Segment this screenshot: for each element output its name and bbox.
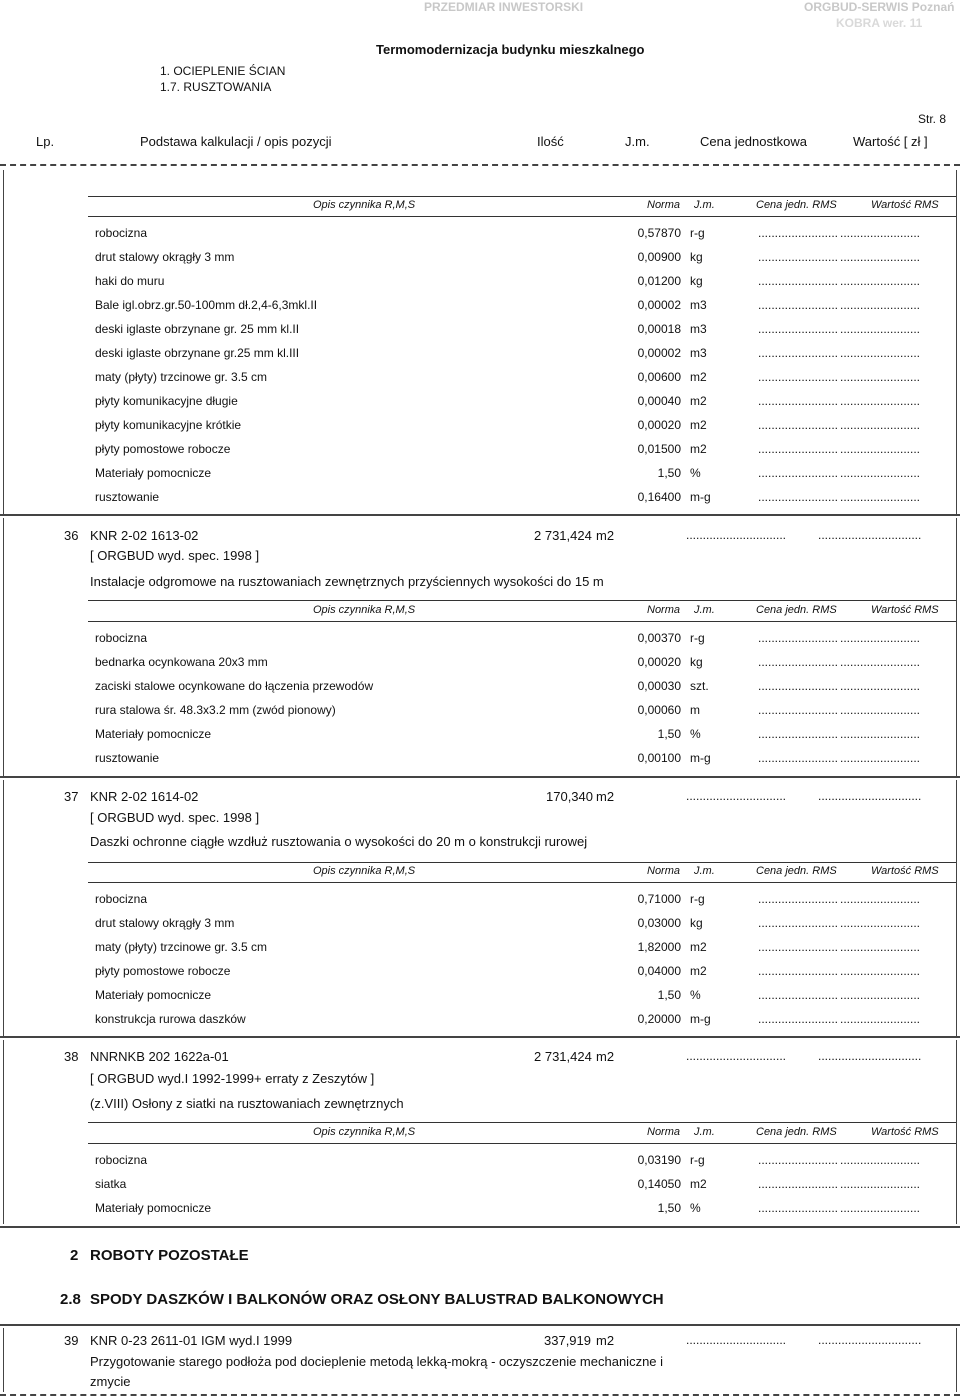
rms-row-name: robocizna xyxy=(95,1153,148,1167)
rms-row-norm: 0,00002 xyxy=(637,346,681,360)
position-description-line-2: zmycie xyxy=(90,1374,131,1389)
column-unit: J.m. xyxy=(625,134,650,149)
rms-row-norm: 0,00020 xyxy=(637,655,681,669)
rms-header-bottom-line xyxy=(88,882,956,883)
block-border-left xyxy=(3,1040,4,1224)
rms-row-norm: 1,50 xyxy=(657,466,681,480)
rms-row-price: ........................ xyxy=(758,490,839,504)
position-code: KNR 2-02 1614-02 xyxy=(90,789,199,804)
rms-header-value: Wartość RMS xyxy=(871,604,939,616)
rms-row-name: drut stalowy okrągły 3 mm xyxy=(95,250,235,264)
rms-row-price: ........................ xyxy=(758,655,839,669)
rms-row-value: ........................ xyxy=(840,1177,921,1191)
rms-row-unit: m3 xyxy=(690,298,707,312)
rms-header-top-line xyxy=(88,196,956,197)
rms-header-bottom-line xyxy=(88,216,956,217)
rms-row-unit: m3 xyxy=(690,322,707,336)
rms-row-value: ........................ xyxy=(840,655,921,669)
rms-row-name: deski iglaste obrzynane gr.25 mm kl.III xyxy=(95,346,300,360)
rms-row-value: ........................ xyxy=(840,322,921,336)
rms-row-norm: 0,00020 xyxy=(637,418,681,432)
position-unit: m2 xyxy=(596,1049,615,1064)
rms-row-norm: 0,03190 xyxy=(637,1153,681,1167)
rms-row-value: ........................ xyxy=(840,916,921,930)
rms-row-price: ........................ xyxy=(758,298,839,312)
block-border-left xyxy=(3,780,4,1036)
rms-row-name: maty (płyty) trzcinowe gr. 3.5 cm xyxy=(95,940,268,954)
rms-header-unit: J.m. xyxy=(694,865,715,877)
rms-row-name: robocizna xyxy=(95,226,148,240)
rms-header-desc: Opis czynnika R,M,S xyxy=(313,865,416,877)
rms-row-name: płyty komunikacyjne krótkie xyxy=(95,418,242,432)
rms-row-value: ........................ xyxy=(840,1201,921,1215)
rms-row-unit: m2 xyxy=(690,418,707,432)
block-border-left xyxy=(3,170,4,514)
position-value: ............................... xyxy=(818,1333,922,1347)
rms-row-value: ........................ xyxy=(840,1012,921,1026)
rms-row-value: ........................ xyxy=(840,394,921,408)
project-title: Termomodernizacja budynku mieszkalnego xyxy=(376,42,645,57)
position-quantity: 2 731,424 xyxy=(534,528,592,543)
rms-row-value: ........................ xyxy=(840,226,921,240)
position-description: Instalacje odgromowe na rusztowaniach zewnętrznych przyściennych wysokości do 15 m xyxy=(90,574,604,589)
rms-row-value: ........................ xyxy=(840,631,921,645)
position-unit-price: .............................. xyxy=(686,1049,787,1063)
rms-row-norm: 0,00370 xyxy=(637,631,681,645)
rms-row-norm: 0,01500 xyxy=(637,442,681,456)
company-name: ORGBUD-SERWIS Poznań xyxy=(804,0,955,14)
rms-header-top-line xyxy=(88,1122,956,1123)
rms-row-norm: 0,01200 xyxy=(637,274,681,288)
rms-row-value: ........................ xyxy=(840,892,921,906)
rms-row-value: ........................ xyxy=(840,274,921,288)
rms-row-norm: 0,57870 xyxy=(637,226,681,240)
rms-row-unit: kg xyxy=(690,274,703,288)
block-border-right xyxy=(956,170,957,514)
position-quantity: 170,340 xyxy=(546,789,593,804)
rms-row-name: bednarka ocynkowana 20x3 mm xyxy=(95,655,268,669)
rms-row-name: rusztowanie xyxy=(95,490,160,504)
column-quantity: Ilość xyxy=(537,134,564,149)
column-unit-price: Cena jednostkowa xyxy=(700,134,807,149)
rms-row-unit: m3 xyxy=(690,346,707,360)
rms-header-top-line xyxy=(88,862,956,863)
rms-row-unit: r-g xyxy=(690,1153,705,1167)
block-border-right xyxy=(956,780,957,1036)
rms-row-price: ........................ xyxy=(758,727,839,741)
rms-row-name: płyty pomostowe robocze xyxy=(95,442,231,456)
rms-row-price: ........................ xyxy=(758,466,839,480)
rms-row-name: Materiały pomocnicze xyxy=(95,988,212,1002)
column-value: Wartość [ zł ] xyxy=(853,134,928,149)
block-border-right xyxy=(956,518,957,776)
position-number: 38 xyxy=(64,1049,79,1064)
rms-row-value: ........................ xyxy=(840,940,921,954)
position-source: [ ORGBUD wyd.I 1992-1999+ erraty z Zeszytów ] xyxy=(90,1071,375,1086)
rms-row-price: ........................ xyxy=(758,442,839,456)
block-border-left xyxy=(3,518,4,776)
position-unit-price: .............................. xyxy=(686,1333,787,1347)
rms-row-unit: m-g xyxy=(690,751,711,765)
rms-header-bottom-line xyxy=(88,621,956,622)
position-number: 39 xyxy=(64,1333,79,1348)
block-divider xyxy=(0,1324,960,1326)
rms-row-name: robocizna xyxy=(95,892,148,906)
rms-row-name: Materiały pomocnicze xyxy=(95,1201,212,1215)
position-number: 37 xyxy=(64,789,79,804)
rms-row-price: ........................ xyxy=(758,250,839,264)
rms-row-price: ........................ xyxy=(758,940,839,954)
rms-row-unit: % xyxy=(690,466,701,480)
block-border-right xyxy=(956,1040,957,1224)
rms-row-value: ........................ xyxy=(840,1153,921,1167)
position-code: KNR 0-23 2611-01 IGM wyd.I 1999 xyxy=(90,1333,293,1348)
rms-row-unit: % xyxy=(690,988,701,1002)
rms-header-desc: Opis czynnika R,M,S xyxy=(313,1126,416,1138)
rms-row-name: zaciski stalowe ocynkowane do łączenia przewodów xyxy=(95,679,374,693)
position-quantity: 2 731,424 xyxy=(534,1049,592,1064)
rms-row-price: ........................ xyxy=(758,679,839,693)
position-value: ............................... xyxy=(818,789,922,803)
rms-row-name: siatka xyxy=(95,1177,127,1191)
position-unit: m2 xyxy=(596,789,615,804)
block-divider xyxy=(0,776,960,778)
rms-header-top-line xyxy=(88,600,956,601)
rms-header-unit: J.m. xyxy=(694,1126,715,1138)
rms-row-unit: m2 xyxy=(690,1177,707,1191)
rms-row-price: ........................ xyxy=(758,964,839,978)
rms-row-name: płyty komunikacyjne długie xyxy=(95,394,238,408)
rms-row-norm: 1,50 xyxy=(657,988,681,1002)
rms-row-price: ........................ xyxy=(758,1153,839,1167)
header-divider xyxy=(0,164,960,166)
rms-header-desc: Opis czynnika R,M,S xyxy=(313,604,416,616)
column-lp: Lp. xyxy=(36,134,55,149)
rms-row-norm: 0,00100 xyxy=(637,751,681,765)
rms-row-name: Bale igl.obrz.gr.50-100mm dł.2,4-6,3mkl.II xyxy=(95,298,318,312)
rms-row-norm: 1,50 xyxy=(657,727,681,741)
section-title: ROBOTY POZOSTAŁE xyxy=(90,1247,249,1264)
rms-row-unit: % xyxy=(690,1201,701,1215)
rms-row-value: ........................ xyxy=(840,418,921,432)
rms-header-price: Cena jedn. RMS xyxy=(756,1126,837,1138)
rms-row-name: Materiały pomocnicze xyxy=(95,727,212,741)
section-number: 2 xyxy=(70,1247,79,1264)
rms-row-name: deski iglaste obrzynane gr. 25 mm kl.II xyxy=(95,322,300,336)
position-description: (z.VIII) Osłony z siatki na rusztowaniach zewnętrznych xyxy=(90,1096,404,1111)
position-unit: m2 xyxy=(596,528,615,543)
breadcrumb-subchapter: 1.7. RUSZTOWANIA xyxy=(160,80,272,94)
breadcrumb-chapter: 1. OCIEPLENIE ŚCIAN xyxy=(160,64,286,78)
rms-row-norm: 1,82000 xyxy=(637,940,681,954)
rms-row-value: ........................ xyxy=(840,679,921,693)
rms-row-value: ........................ xyxy=(840,703,921,717)
rms-row-price: ........................ xyxy=(758,916,839,930)
rms-header-norm: Norma xyxy=(647,1126,681,1138)
rms-row-unit: kg xyxy=(690,916,703,930)
rms-header-norm: Norma xyxy=(647,604,681,616)
rms-row-unit: r-g xyxy=(690,226,705,240)
position-source: [ ORGBUD wyd. spec. 1998 ] xyxy=(90,810,260,825)
footer-divider xyxy=(0,1394,960,1396)
block-divider xyxy=(0,514,960,516)
rms-header-price: Cena jedn. RMS xyxy=(756,199,837,211)
rms-row-price: ........................ xyxy=(758,418,839,432)
position-quantity: 337,919 xyxy=(544,1333,591,1348)
rms-row-unit: kg xyxy=(690,655,703,669)
rms-row-unit: m2 xyxy=(690,940,707,954)
rms-row-value: ........................ xyxy=(840,988,921,1002)
rms-row-unit: kg xyxy=(690,250,703,264)
rms-row-price: ........................ xyxy=(758,988,839,1002)
rms-row-unit: m2 xyxy=(690,442,707,456)
rms-row-value: ........................ xyxy=(840,370,921,384)
rms-row-norm: 0,04000 xyxy=(637,964,681,978)
rms-row-name: rura stalowa śr. 48.3x3.2 mm (zwód pionowy) xyxy=(95,703,336,717)
position-unit-price: .............................. xyxy=(686,789,787,803)
rms-row-price: ........................ xyxy=(758,274,839,288)
rms-header-unit: J.m. xyxy=(694,199,715,211)
subsection-number: 2.8 xyxy=(60,1291,81,1308)
rms-header-bottom-line xyxy=(88,1143,956,1144)
rms-row-norm: 0,00030 xyxy=(637,679,681,693)
document-type: PRZEDMIAR INWESTORSKI xyxy=(424,0,584,14)
rms-row-price: ........................ xyxy=(758,394,839,408)
position-description: Daszki ochronne ciągłe wzdłuż rusztowania o wysokości do 20 m o konstrukcji rurowej xyxy=(90,834,588,849)
position-value: ............................... xyxy=(818,528,922,542)
rms-row-norm: 0,16400 xyxy=(637,490,681,504)
rms-row-value: ........................ xyxy=(840,298,921,312)
rms-row-unit: m-g xyxy=(690,1012,711,1026)
rms-row-norm: 0,00040 xyxy=(637,394,681,408)
rms-row-price: ........................ xyxy=(758,322,839,336)
column-basis: Podstawa kalkulacji / opis pozycji xyxy=(140,134,332,149)
rms-row-name: płyty pomostowe robocze xyxy=(95,964,231,978)
subsection-title: SPODY DASZKÓW I BALKONÓW ORAZ OSŁONY BALUSTRAD BALKONOWYCH xyxy=(90,1291,664,1308)
rms-row-price: ........................ xyxy=(758,751,839,765)
rms-row-price: ........................ xyxy=(758,370,839,384)
rms-row-price: ........................ xyxy=(758,631,839,645)
rms-header-unit: J.m. xyxy=(694,604,715,616)
rms-row-price: ........................ xyxy=(758,1201,839,1215)
position-number: 36 xyxy=(64,528,79,543)
rms-row-unit: r-g xyxy=(690,892,705,906)
rms-row-unit: szt. xyxy=(690,679,709,693)
rms-row-price: ........................ xyxy=(758,1012,839,1026)
rms-row-norm: 0,14050 xyxy=(637,1177,681,1191)
rms-row-name: Materiały pomocnicze xyxy=(95,466,212,480)
rms-row-unit: m2 xyxy=(690,964,707,978)
rms-header-value: Wartość RMS xyxy=(871,1126,939,1138)
rms-row-price: ........................ xyxy=(758,892,839,906)
page-number: Str. 8 xyxy=(918,112,947,126)
rms-row-unit: m xyxy=(690,703,700,717)
position-code: KNR 2-02 1613-02 xyxy=(90,528,199,543)
rms-header-norm: Norma xyxy=(647,865,681,877)
rms-row-name: drut stalowy okrągły 3 mm xyxy=(95,916,235,930)
block-border-right xyxy=(956,1328,957,1392)
block-divider xyxy=(0,1226,960,1228)
rms-header-price: Cena jedn. RMS xyxy=(756,865,837,877)
rms-row-norm: 0,71000 xyxy=(637,892,681,906)
rms-row-name: robocizna xyxy=(95,631,148,645)
rms-row-value: ........................ xyxy=(840,250,921,264)
software-version: KOBRA wer. 11 xyxy=(836,16,923,30)
rms-row-unit: m-g xyxy=(690,490,711,504)
rms-header-value: Wartość RMS xyxy=(871,865,939,877)
rms-row-unit: % xyxy=(690,727,701,741)
rms-row-name: rusztowanie xyxy=(95,751,160,765)
rms-row-name: maty (płyty) trzcinowe gr. 3.5 cm xyxy=(95,370,268,384)
rms-row-norm: 0,00002 xyxy=(637,298,681,312)
rms-header-price: Cena jedn. RMS xyxy=(756,604,837,616)
position-unit: m2 xyxy=(596,1333,615,1348)
position-code: NNRNKB 202 1622a-01 xyxy=(90,1049,229,1064)
rms-row-norm: 0,03000 xyxy=(637,916,681,930)
rms-row-price: ........................ xyxy=(758,703,839,717)
block-border-left xyxy=(3,1328,4,1392)
rms-row-norm: 0,00018 xyxy=(637,322,681,336)
position-value: ............................... xyxy=(818,1049,922,1063)
rms-row-unit: m2 xyxy=(690,370,707,384)
block-divider xyxy=(0,1036,960,1038)
rms-row-norm: 1,50 xyxy=(657,1201,681,1215)
position-source: [ ORGBUD wyd. spec. 1998 ] xyxy=(90,548,260,563)
rms-row-name: konstrukcja rurowa daszków xyxy=(95,1012,246,1026)
rms-row-name: haki do muru xyxy=(95,274,165,288)
position-description-line-1: Przygotowanie starego podłoża pod docieplenie metodą lekką-mokrą - oczyszczenie mechaniczne i xyxy=(90,1354,664,1369)
position-unit-price: .............................. xyxy=(686,528,787,542)
rms-row-norm: 0,00600 xyxy=(637,370,681,384)
rms-row-unit: r-g xyxy=(690,631,705,645)
rms-row-price: ........................ xyxy=(758,1177,839,1191)
rms-row-value: ........................ xyxy=(840,346,921,360)
rms-row-price: ........................ xyxy=(758,226,839,240)
rms-header-desc: Opis czynnika R,M,S xyxy=(313,199,416,211)
rms-row-value: ........................ xyxy=(840,442,921,456)
rms-row-value: ........................ xyxy=(840,490,921,504)
rms-row-norm: 0,00900 xyxy=(637,250,681,264)
rms-row-price: ........................ xyxy=(758,346,839,360)
rms-row-unit: m2 xyxy=(690,394,707,408)
rms-row-value: ........................ xyxy=(840,964,921,978)
rms-header-value: Wartość RMS xyxy=(871,199,939,211)
rms-row-value: ........................ xyxy=(840,751,921,765)
rms-header-norm: Norma xyxy=(647,199,681,211)
rms-row-value: ........................ xyxy=(840,727,921,741)
rms-row-value: ........................ xyxy=(840,466,921,480)
rms-row-norm: 0,20000 xyxy=(637,1012,681,1026)
rms-row-norm: 0,00060 xyxy=(637,703,681,717)
